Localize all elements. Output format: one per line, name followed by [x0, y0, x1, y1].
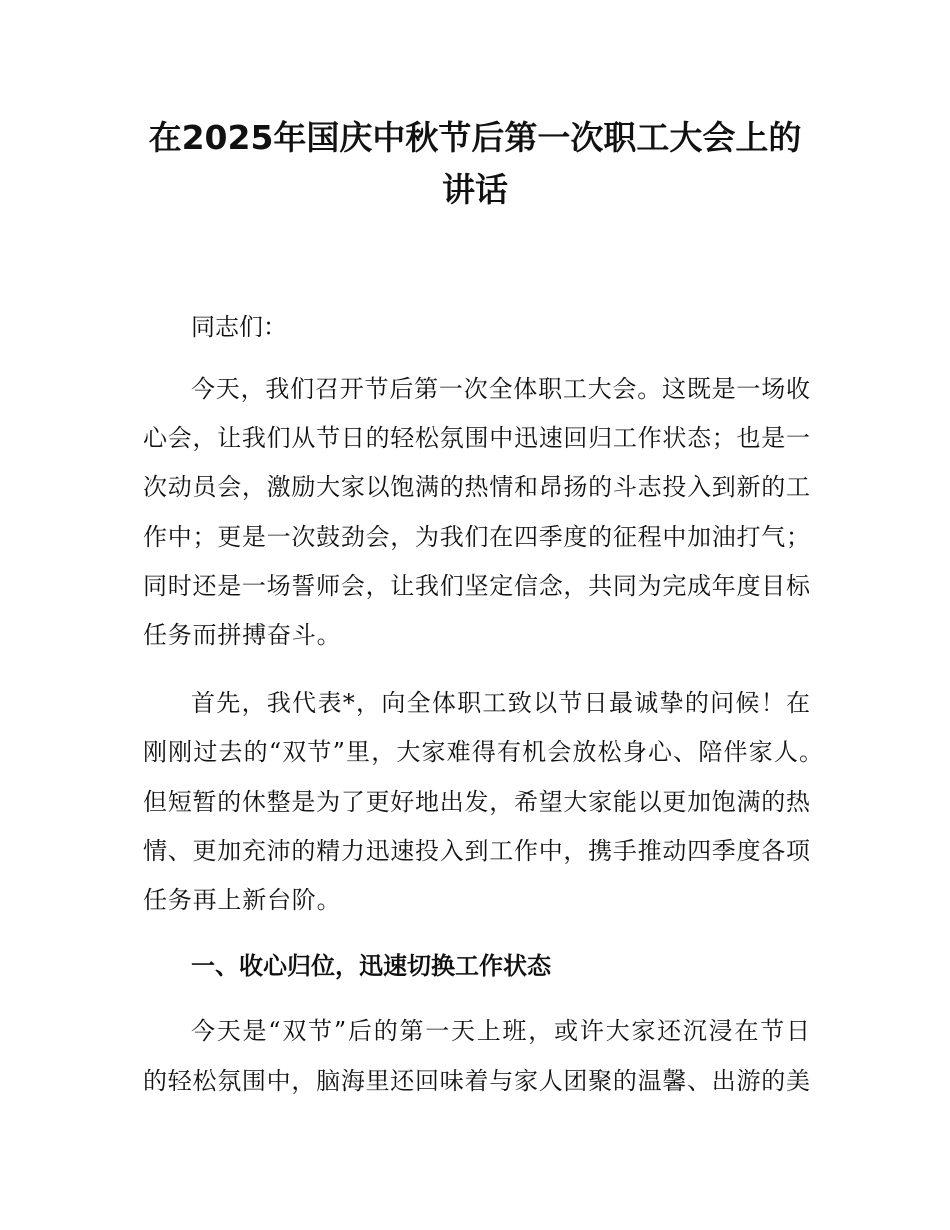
paragraph-line: 作中；更是一次鼓劲会，为我们在四季度的征程中加油打气； [143, 523, 810, 551]
paragraph-line: 今天是“双节”后的第一天上班，或许大家还沉浸在节日 [191, 1017, 810, 1045]
section-heading: 一、收心归位，迅速切换工作状态 [191, 952, 551, 980]
document-title [100, 112, 850, 216]
paragraph-line: 情、更加充沛的精力迅速投入到工作中，携手推动四季度各项 [143, 837, 810, 865]
paragraph-line: 刚刚过去的“双节”里，大家难得有机会放松身心、陪伴家人。 [143, 738, 823, 766]
salutation: 同志们： [191, 313, 287, 341]
paragraph-line: 心会，让我们从节日的轻松氛围中迅速回归工作状态；也是一 [143, 424, 810, 452]
paragraph-line: 任务而拼搏奋斗。 [143, 621, 342, 649]
paragraph-line: 次动员会，激励大家以饱满的热情和昂扬的斗志投入到新的工 [143, 473, 810, 501]
paragraph-line: 今天，我们召开节后第一次全体职工大会。这既是一场收 [191, 375, 810, 403]
paragraph-line: 首先，我代表*，向全体职工致以节日最诚挚的问候！在 [191, 689, 810, 717]
title-line: 讲话 [442, 170, 508, 209]
paragraph-line: 同时还是一场誓师会，让我们坚定信念，共同为完成年度目标 [143, 572, 810, 600]
title-line: 在2025年国庆中秋节后第一次职工大会上的 [148, 118, 802, 157]
paragraph-line: 任务再上新台阶。 [143, 886, 342, 914]
paragraph-line: 但短暂的休整是为了更好地出发，希望大家能以更加饱满的热 [143, 788, 810, 816]
paragraph-line: 的轻松氛围中，脑海里还回味着与家人团聚的温馨、出游的美 [143, 1067, 810, 1095]
